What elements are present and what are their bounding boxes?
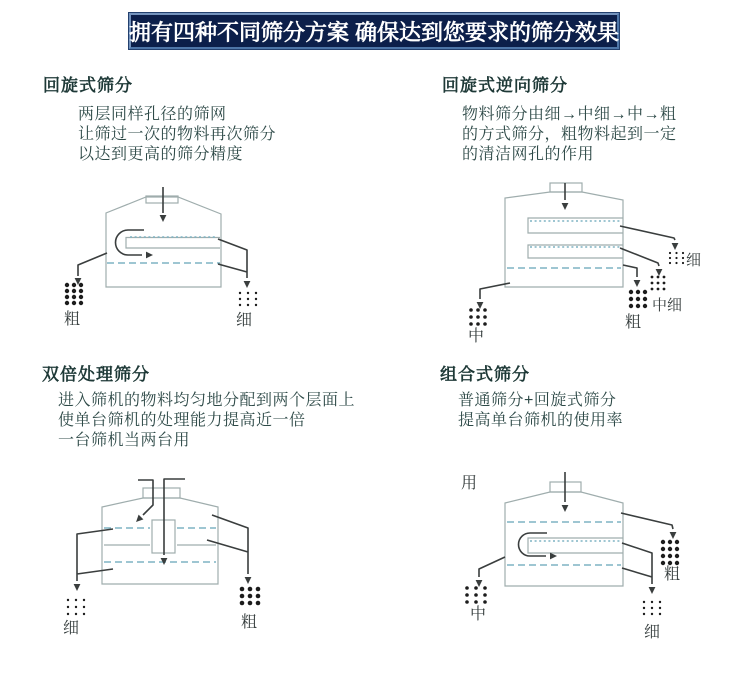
double-processing-diagram [30,462,360,647]
sieve-body [102,498,218,584]
desc-line: 以达到更高的筛分精度 [78,146,244,163]
feed-inlet [550,183,582,192]
coarse-label: 粗 [625,314,642,331]
u-turn-arrow [116,230,145,255]
header-banner [129,13,619,49]
header-title: 拥有四种不同筛分方案 确保达到您要求的筛分效果 [128,19,620,45]
desc-line: 两层同样孔径的筛网 [78,106,227,123]
coarse-label: 粗 [241,614,258,631]
arrowheads [75,215,251,288]
coarse-particles [240,587,261,606]
desc-line: 提高单台筛机的使用率 [458,412,624,429]
desc-line: 的清洁网孔的作用 [462,146,595,163]
desc-line: 一台筛机当两台用 [58,432,191,449]
section-title-rotary: 回旋式筛分 [43,76,133,95]
fine-label: 细 [686,252,702,269]
desc-line: 进入筛机的物料均匀地分配到两个层面上 [58,392,356,409]
coarse-out-arrow [78,253,107,276]
section-title-double: 双倍处理筛分 [42,365,150,384]
note-label: 用 [461,475,478,492]
desc-line: 物料筛分由细→中细→中→粗 [462,106,677,123]
coarse-particles [65,283,83,305]
desc-line: 普通筛分+回旋式筛分 [458,392,617,409]
medium-particles [465,586,487,604]
screen-frame-1 [528,218,623,233]
screen-frame [528,538,623,553]
rotary-diagram [40,185,340,347]
fine-out-arrow [620,226,675,240]
section-desc-double [58,391,355,451]
desc-line: 让筛过一次的物料再次筛分 [78,126,277,143]
medium-particles [469,308,487,326]
section-desc-rotary [78,105,276,165]
coarse-label: 粗 [664,566,681,583]
combined-diagram [430,462,750,662]
fine-particles [669,252,684,264]
coarse-out-arrow [623,265,637,277]
fine-label: 细 [644,624,661,641]
fine-out-arrow [622,543,652,584]
rotary-reverse-diagram [430,183,750,355]
feed-inlet [143,488,180,498]
section-title-rotary-reverse: 回旋式逆向筛分 [442,76,568,95]
medium-fine-particles [651,276,666,291]
medium-fine-out-arrow [620,248,659,266]
fine-label: 细 [63,620,80,637]
fine-particles [643,601,661,615]
section-desc-rotary-reverse [462,105,677,165]
medium-fine-label: 中细 [652,297,683,314]
medium-label: 中 [470,606,487,623]
fine-label: 细 [236,312,253,329]
coarse-particles [661,540,679,565]
arrowheads [477,203,679,309]
coarse-particles [629,290,647,308]
section-title-combined: 组合式筛分 [440,365,530,384]
screen-frame [126,238,220,249]
medium-out-arrow [479,557,505,577]
fine-out-arrow [218,239,247,278]
coarse-label: 粗 [64,311,81,328]
desc-line: 的方式筛分，粗物料起到一定 [462,126,677,143]
coarse-out-arrow [621,513,673,529]
fine-particles [239,292,257,306]
fine-particles [67,599,85,615]
fine-out-arrow [77,529,113,581]
desc-line: 使单台筛机的处理能力提高近一倍 [58,412,306,429]
section-desc-combined [458,391,623,431]
medium-label: 中 [468,328,485,345]
